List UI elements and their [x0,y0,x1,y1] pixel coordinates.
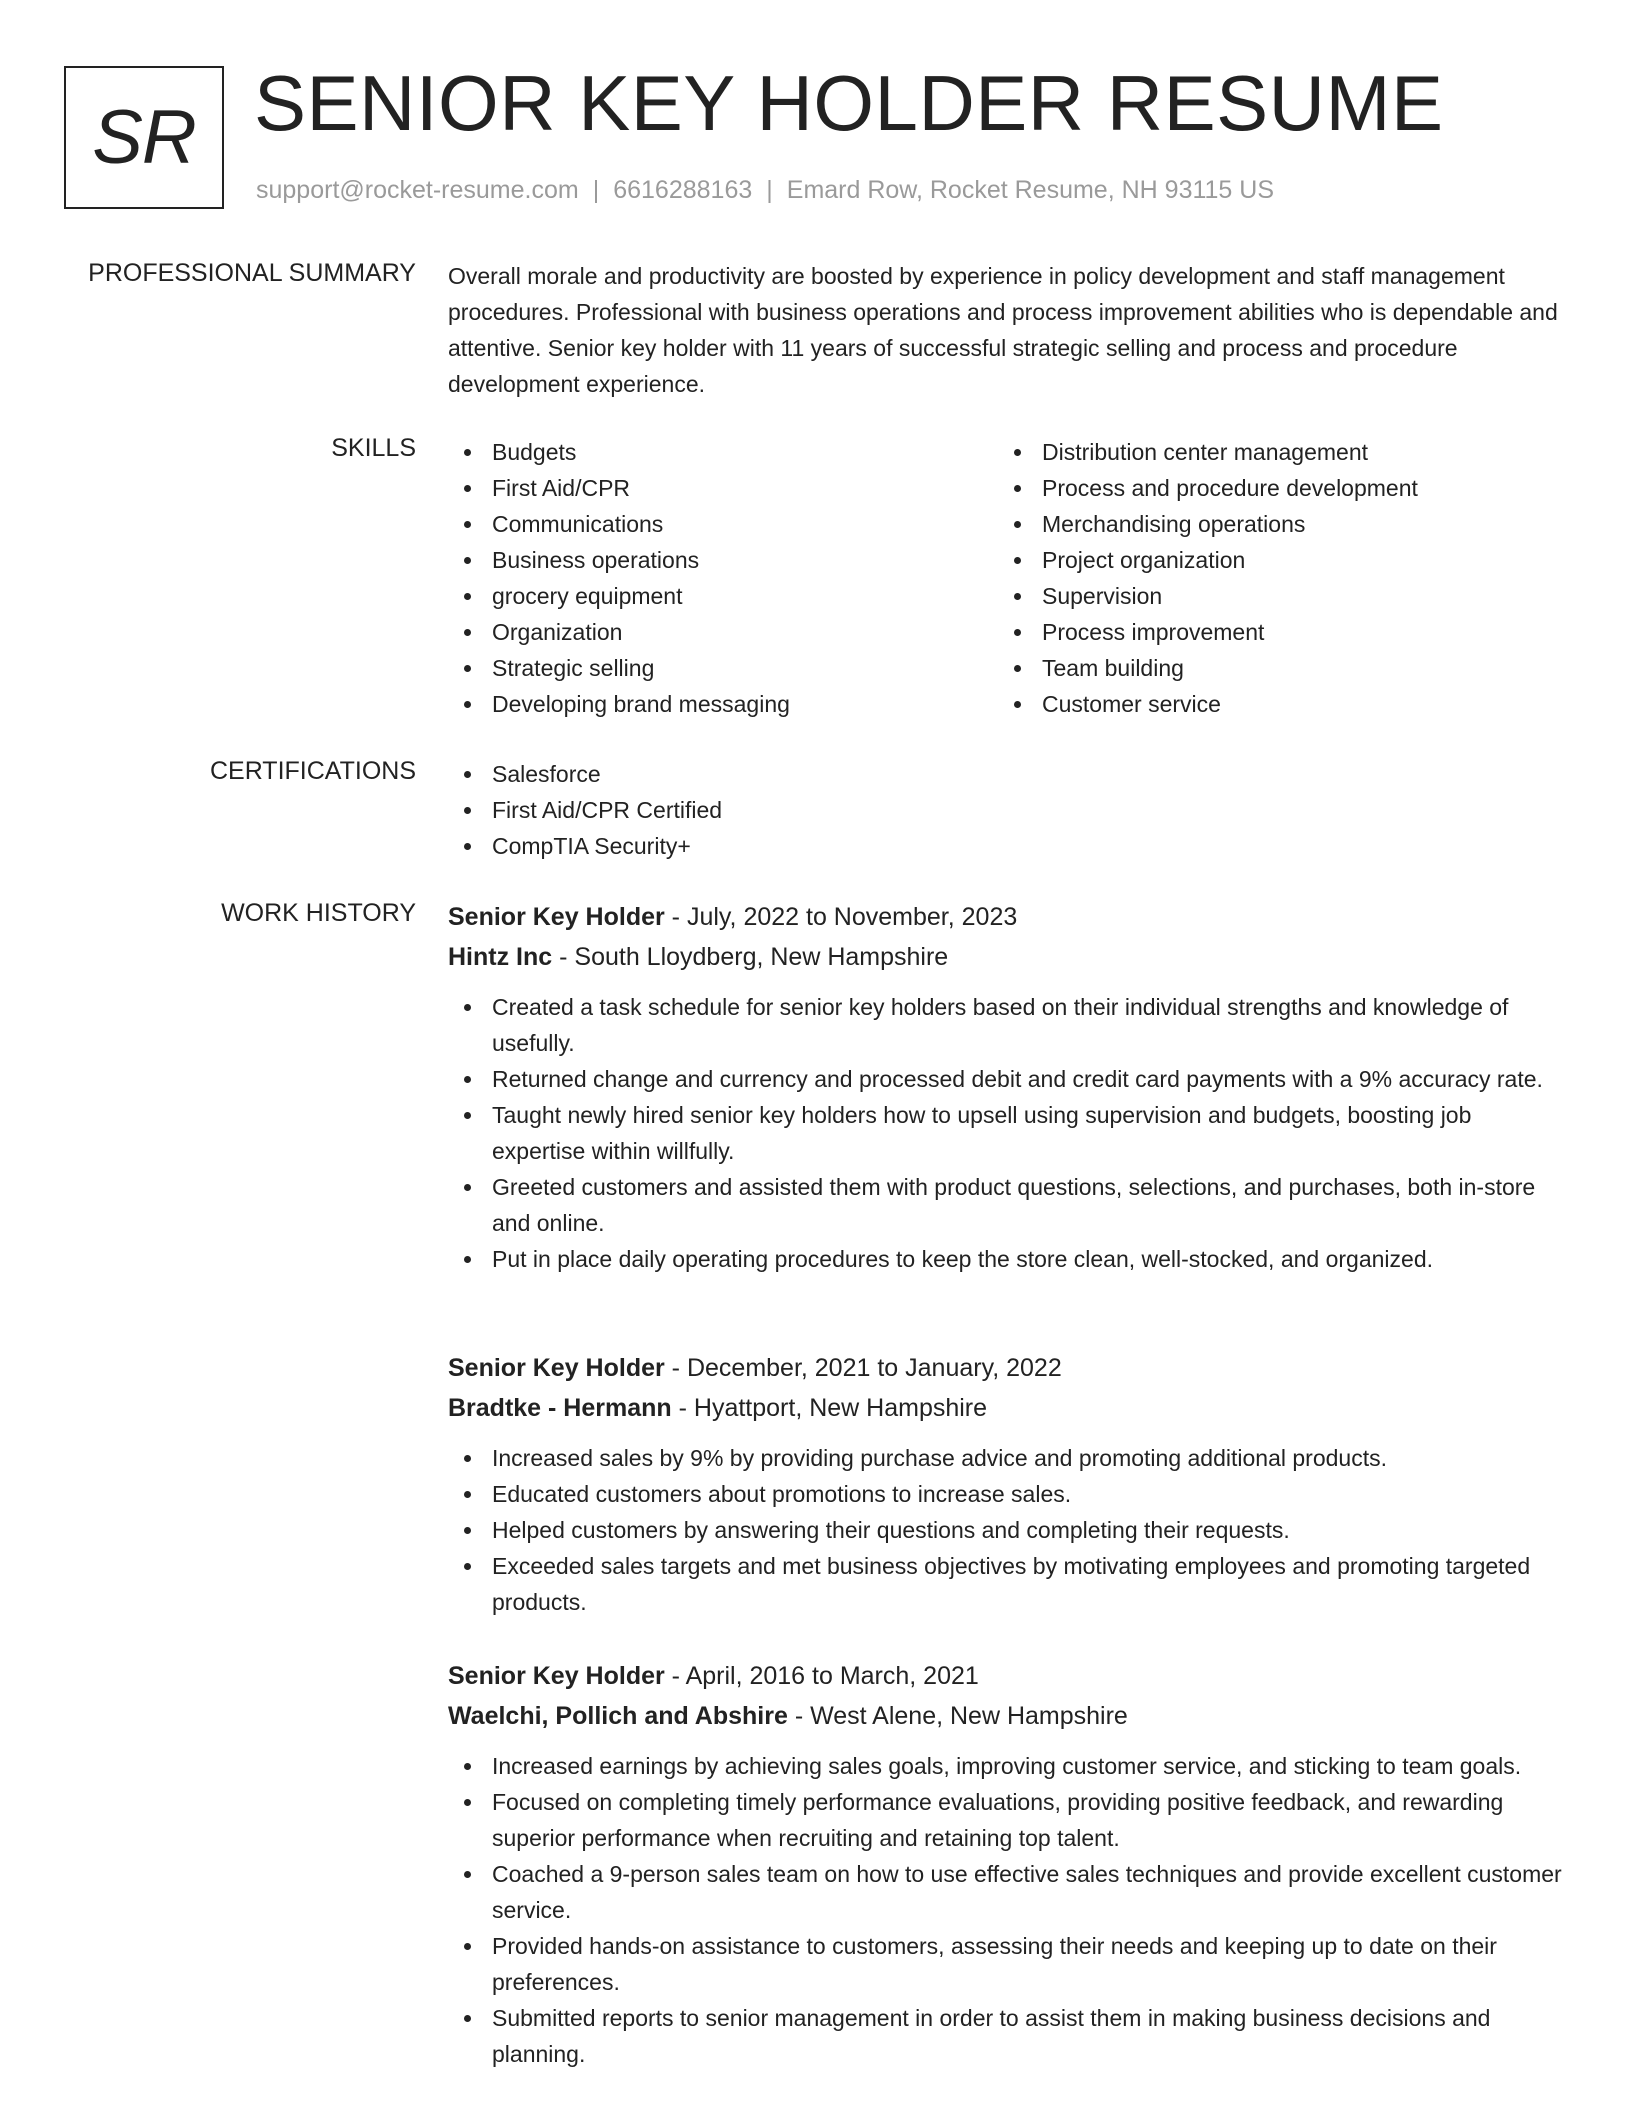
certifications-section [448,756,1568,864]
list-item: Customer service [998,686,1548,722]
job-entry [448,1656,1568,2072]
job-bullet: Coached a 9-person sales team on how to use effective sales techniques and provide excellent customer service. [448,1856,1568,1928]
job-entry [448,1348,1568,1620]
job-location: - South Lloydberg, New Hampshire [552,943,949,971]
job-dates: - April, 2016 to March, 2021 [664,1662,979,1690]
initials: SR [92,95,196,180]
job-dates: - December, 2021 to January, 2022 [664,1354,1062,1382]
contact-email: support@rocket-resume.com [256,176,579,204]
job-bullets [448,1748,1568,2072]
skills-label: SKILLS [331,434,416,462]
job-bullets [448,1440,1568,1620]
summary-text: Overall morale and productivity are boosted by experience in policy development and staff management procedures. Professional with business operations and process improvement abilities who is dependable and attentive. Senior key holder with 11 years of successful strategic selling and process and procedure development experience. [448,263,1558,397]
job-title: Senior Key Holder [448,903,665,931]
job-bullet: Provided hands-on assistance to customers, assessing their needs and keeping up to date on their preferences. [448,1928,1568,2000]
certifications-label: CERTIFICATIONS [209,757,416,785]
job-bullet: Put in place daily operating procedures to keep the store clean, well-stocked, and organized. [448,1241,1568,1277]
contact-separator: | [592,176,600,204]
contact-separator: | [766,176,773,204]
skills-section [448,434,1568,722]
job-bullet: Greeted customers and assisted them with product questions, selections, and purchases, both in-store and online. [448,1169,1568,1241]
job-bullet: Educated customers about promotions to increase sales. [448,1476,1568,1512]
list-item: Developing brand messaging [448,686,998,722]
job-bullet: Submitted reports to senior management in order to assist them in making business decisions and planning. [448,2000,1568,2072]
work-history-label: WORK HISTORY [221,899,416,927]
list-item: Supervision [998,578,1548,614]
certifications-list [448,756,1568,864]
list-item: Budgets [448,434,998,470]
summary-label: PROFESSIONAL SUMMARY [88,259,416,287]
job-location: - Hyattport, New Hampshire [671,1394,988,1422]
skills-list-left [448,434,998,722]
contact-line [256,176,1274,205]
list-item: Business operations [448,542,998,578]
job-company: Hintz Inc [448,943,553,971]
list-item: Team building [998,650,1548,686]
job-bullet: Returned change and currency and processed debit and credit card payments with a 9% accuracy rate. [448,1061,1568,1097]
contact-phone: 6616288163 [613,176,753,204]
job-title-line [448,1348,1568,1388]
list-item: CompTIA Security+ [448,828,1568,864]
list-item: Project organization [998,542,1548,578]
list-item: Organization [448,614,998,650]
monogram-box [64,66,224,209]
job-title: Senior Key Holder [448,1354,665,1382]
list-item: Process and procedure development [998,470,1548,506]
job-company-line [448,1696,1568,1736]
list-item: Communications [448,506,998,542]
job-bullet: Created a task schedule for senior key holders based on their individual strengths and knowledge of usefully. [448,989,1568,1061]
job-company: Waelchi, Pollich and Abshire [448,1702,788,1730]
job-company: Bradtke - Hermann [448,1394,672,1422]
job-bullets [448,989,1568,1277]
list-item: Distribution center management [998,434,1548,470]
job-dates: - July, 2022 to November, 2023 [664,903,1018,931]
job-bullet: Helped customers by answering their questions and completing their requests. [448,1512,1568,1548]
job-bullet: Taught newly hired senior key holders how to upsell using supervision and budgets, boosting job expertise within willfully. [448,1097,1568,1169]
list-item: First Aid/CPR Certified [448,792,1568,828]
job-bullet: Increased sales by 9% by providing purchase advice and promoting additional products. [448,1440,1568,1476]
list-item: Salesforce [448,756,1568,792]
list-item: Merchandising operations [998,506,1548,542]
list-item: First Aid/CPR [448,470,998,506]
resume-title: SENIOR KEY HOLDER RESUME [254,59,1444,147]
job-company-line [448,937,1568,977]
list-item: grocery equipment [448,578,998,614]
contact-address: Emard Row, Rocket Resume, NH 93115 US [786,176,1274,204]
list-item: Process improvement [998,614,1548,650]
job-company-line [448,1388,1568,1428]
list-item: Strategic selling [448,650,998,686]
job-bullet: Increased earnings by achieving sales goals, improving customer service, and sticking to team goals. [448,1748,1568,1784]
skills-list-right [998,434,1548,722]
job-bullet: Focused on completing timely performance evaluations, providing positive feedback, and rewarding superior performance when recruiting and retaining top talent. [448,1784,1568,1856]
job-bullet: Exceeded sales targets and met business objectives by motivating employees and promoting targeted products. [448,1548,1568,1620]
job-location: - West Alene, New Hampshire [787,1702,1128,1730]
job-title-line [448,1656,1568,1696]
job-title: Senior Key Holder [448,1662,665,1690]
job-title-line [448,897,1568,937]
job-entry [448,897,1568,1277]
